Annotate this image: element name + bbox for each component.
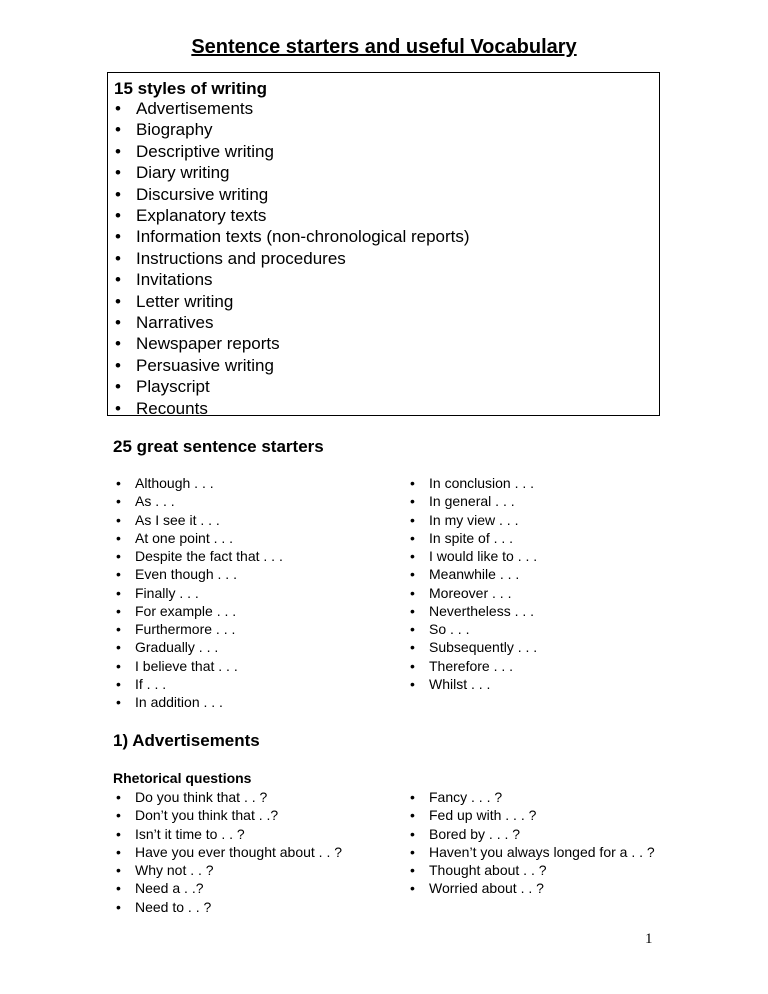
- rhetorical-questions-subheading: Rhetorical questions: [113, 770, 252, 786]
- list-item: • Therefore . . .: [407, 657, 537, 675]
- list-item: • Diary writing: [108, 162, 470, 183]
- list-item: • Even though . . .: [113, 565, 283, 583]
- list-item: • Isn’t it time to . . ?: [113, 825, 342, 843]
- list-item: • Playscript: [108, 376, 470, 397]
- list-item: • Letter writing: [108, 291, 470, 312]
- list-item: • Why not . . ?: [113, 861, 342, 879]
- list-item: • As . . .: [113, 492, 283, 510]
- list-item: • Explanatory texts: [108, 205, 470, 226]
- list-item: • Biography: [108, 119, 470, 140]
- list-item: • Although . . .: [113, 474, 283, 492]
- list-item: • Subsequently . . .: [407, 638, 537, 656]
- list-item: • Descriptive writing: [108, 141, 470, 162]
- list-item: • Furthermore . . .: [113, 620, 283, 638]
- list-item: • In spite of . . .: [407, 529, 537, 547]
- list-item: • In my view . . .: [407, 511, 537, 529]
- list-item: • Moreover . . .: [407, 584, 537, 602]
- list-item: • Thought about . . ?: [407, 861, 655, 879]
- list-item: • Information texts (non-chronological reports): [108, 226, 470, 247]
- list-item: • In addition . . .: [113, 693, 283, 711]
- list-item: • Worried about . . ?: [407, 879, 655, 897]
- advertisements-heading: 1) Advertisements: [113, 731, 260, 750]
- list-item: • I believe that . . .: [113, 657, 283, 675]
- page-number: 1: [645, 931, 653, 947]
- list-item: • Fed up with . . . ?: [407, 806, 655, 824]
- list-item: • In conclusion . . .: [407, 474, 537, 492]
- list-item: • Whilst . . .: [407, 675, 537, 693]
- sentence-starters-heading: 25 great sentence starters: [113, 437, 324, 456]
- list-item: • For example . . .: [113, 602, 283, 620]
- writing-styles-heading: 15 styles of writing: [114, 79, 268, 98]
- list-item: • Recounts: [108, 398, 470, 419]
- list-item: • At one point . . .: [113, 529, 283, 547]
- list-item: • Persuasive writing: [108, 355, 470, 376]
- list-item: • In general . . .: [407, 492, 537, 510]
- list-item: • Don’t you think that . .?: [113, 806, 342, 824]
- rhetorical-questions-left-list: [113, 788, 342, 916]
- sentence-starters-right-list: [407, 474, 537, 693]
- list-item: • Newspaper reports: [108, 333, 470, 354]
- list-item: • Invitations: [108, 269, 470, 290]
- list-item: • Have you ever thought about . . ?: [113, 843, 342, 861]
- list-item: • Meanwhile . . .: [407, 565, 537, 583]
- list-item: • So . . .: [407, 620, 537, 638]
- list-item: • Gradually . . .: [113, 638, 283, 656]
- list-item: • Instructions and procedures: [108, 248, 470, 269]
- list-item: • Discursive writing: [108, 184, 470, 205]
- list-item: • Need to . . ?: [113, 898, 342, 916]
- list-item: • Need a . .?: [113, 879, 342, 897]
- list-item: • Advertisements: [108, 98, 470, 119]
- list-item: • Despite the fact that . . .: [113, 547, 283, 565]
- list-item: • Nevertheless . . .: [407, 602, 537, 620]
- writing-styles-list: [108, 98, 470, 419]
- list-item: • Finally . . .: [113, 584, 283, 602]
- list-item: • As I see it . . .: [113, 511, 283, 529]
- list-item: • I would like to . . .: [407, 547, 537, 565]
- page-title: Sentence starters and useful Vocabulary: [191, 36, 577, 58]
- writing-styles-box: [107, 72, 660, 416]
- list-item: • Bored by . . . ?: [407, 825, 655, 843]
- rhetorical-questions-right-list: [407, 788, 655, 898]
- list-item: • Fancy . . . ?: [407, 788, 655, 806]
- list-item: • Do you think that . . ?: [113, 788, 342, 806]
- list-item: • Narratives: [108, 312, 470, 333]
- list-item: • If . . .: [113, 675, 283, 693]
- list-item: • Haven’t you always longed for a . . ?: [407, 843, 655, 861]
- sentence-starters-left-list: [113, 474, 283, 711]
